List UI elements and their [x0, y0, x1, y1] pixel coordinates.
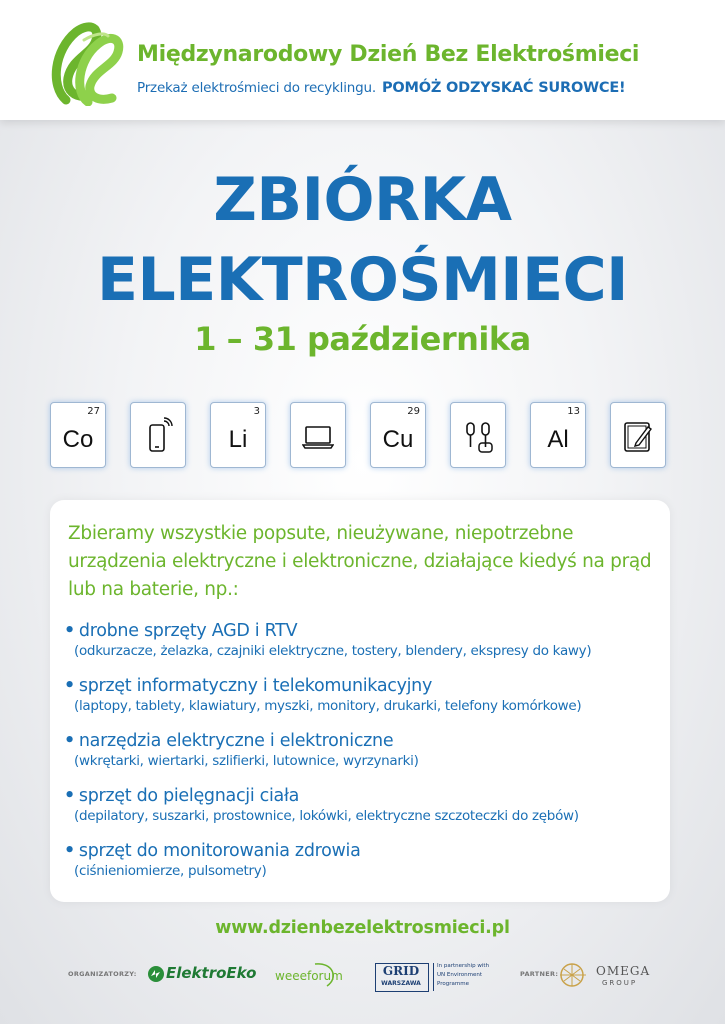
- header-banner: [0, 0, 725, 120]
- headline-line-2: ELEKTROŚMIECI: [97, 245, 628, 315]
- element-tiles: [50, 402, 675, 468]
- element-symbol: Co: [62, 426, 94, 453]
- ee-logo-icon: [48, 20, 126, 106]
- item-detail: (ciśnieniomierze, pulsometry): [74, 863, 267, 879]
- grid-note-2: UN Environment: [437, 972, 483, 978]
- elektroeko-text: ElektroEko: [166, 964, 257, 982]
- list-item: [64, 840, 664, 880]
- event-date: 1 – 31 października: [194, 320, 531, 358]
- item-title: sprzęt do pielęgnacji ciała: [78, 786, 300, 806]
- headline-line-1: ZBIÓRKA: [213, 165, 512, 235]
- smartphone-icon: [142, 417, 174, 455]
- laptop-icon: [302, 417, 334, 455]
- tile-smartphone: [130, 402, 186, 468]
- item-title: sprzęt do monitorowania zdrowia: [78, 841, 361, 861]
- omega-group-text: GROUP: [602, 979, 638, 987]
- atomic-number: 13: [567, 406, 580, 417]
- atomic-number: 3: [253, 406, 260, 417]
- bullet-icon: •: [64, 786, 75, 806]
- atomic-number: 29: [407, 406, 420, 417]
- element-symbol: Li: [228, 426, 248, 453]
- grid-note-3: Programme: [437, 981, 469, 987]
- footer-logos: [0, 955, 725, 1000]
- tile-lithium: [210, 402, 266, 468]
- omega-emblem-icon: [556, 960, 592, 990]
- tile-tablet: [610, 402, 666, 468]
- item-title: sprzęt informatyczny i telekomunikacyjny: [78, 676, 433, 696]
- intro-text: Zbieramy wszystkie popsute, nieużywane, niepotrzebne urządzenia elektryczne i elektroniczne, działające kiedyś na prąd lub na baterie, np.:: [68, 523, 652, 600]
- info-card: [50, 500, 670, 902]
- item-title: drobne sprzęty AGD i RTV: [78, 621, 298, 641]
- earbuds-icon: [462, 417, 494, 455]
- bullet-icon: •: [64, 621, 75, 641]
- weee-text: weeeforum: [275, 969, 343, 983]
- tile-aluminium: [530, 402, 586, 468]
- partner-label: PARTNER:: [520, 970, 559, 978]
- atomic-number: 27: [87, 406, 100, 417]
- subtitle-text: Przekaż elektrośmieci do recyklingu.: [137, 80, 376, 96]
- subtitle-callout: POMÓŻ ODZYSKAĆ SUROWCE!: [381, 80, 626, 96]
- item-detail: (odkurzacze, żelazka, czajniki elektryczne, tostery, blendery, ekspresy do kawy): [74, 643, 592, 659]
- bullet-icon: •: [64, 731, 75, 751]
- grid-note-1: In partnership with: [437, 963, 490, 969]
- tile-copper: [370, 402, 426, 468]
- item-detail: (wkrętarki, wiertarki, szlifierki, lutownice, wyrzynarki): [74, 753, 419, 769]
- list-item: [64, 620, 664, 660]
- item-detail: (depilatory, suszarki, prostownice, lokówki, elektryczne szczoteczki do zębów): [74, 808, 579, 824]
- campaign-title: Międzynarodowy Dzień Bez Elektrośmieci: [137, 42, 640, 67]
- grid-text: GRID: [382, 964, 420, 978]
- element-symbol: Cu: [382, 426, 414, 453]
- tablet-icon: [622, 417, 654, 455]
- category-list: [64, 620, 664, 895]
- element-symbol: Al: [547, 426, 569, 453]
- campaign-subtitle: [137, 80, 625, 96]
- grid-city: WARSZAWA: [381, 980, 421, 987]
- elektroeko-icon: [146, 964, 166, 984]
- bullet-icon: •: [64, 676, 75, 696]
- list-item: [64, 730, 664, 770]
- website-link[interactable]: www.dzienbezelektrosmieci.pl: [215, 918, 510, 938]
- list-item: [64, 785, 664, 825]
- tile-laptop: [290, 402, 346, 468]
- item-detail: (laptopy, tablety, klawiatury, myszki, monitory, drukarki, telefony komórkowe): [74, 698, 582, 714]
- bullet-icon: •: [64, 841, 75, 861]
- list-item: [64, 675, 664, 715]
- item-title: narzędzia elektryczne i elektroniczne: [78, 731, 394, 751]
- tile-cobalt: [50, 402, 106, 468]
- tile-earbuds: [450, 402, 506, 468]
- organizers-label: ORGANIZATORZY:: [68, 970, 137, 978]
- omega-text: OMEGA: [596, 964, 651, 978]
